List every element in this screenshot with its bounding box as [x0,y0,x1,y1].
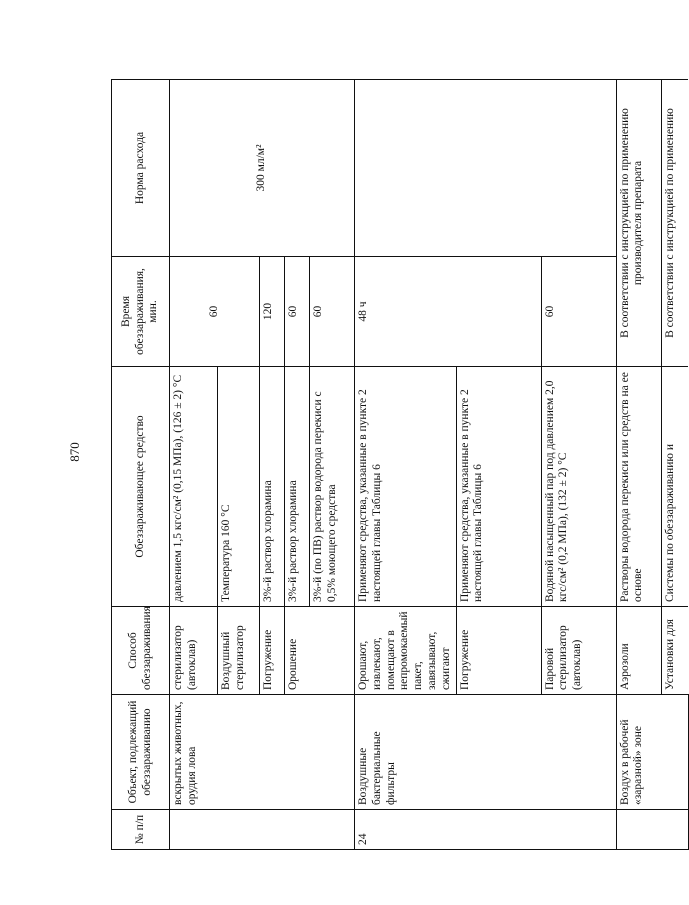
table-row [355,80,457,850]
table-row [170,80,218,850]
cell-agent: Системы по обеззараживанию и [661,367,688,607]
cell-method: Погружение [456,607,541,695]
cell-time: 60 [310,257,355,367]
cell-method: Паровой стерилизатор (автоклав) [541,607,616,695]
header-object: Объект, подлежащий обеззараживанию [112,695,170,810]
cell-agent: Растворы водорода перекиси или средств на ее основе [616,367,661,607]
cell-method: Установки для [661,607,688,695]
cell-num [616,810,688,850]
cell-time: 120 [260,257,285,367]
cell-agent: Применяют средства, указанные в пункте 2 настоящей главы Таблицы 6 [456,367,541,607]
cell-method: Орошение [285,607,355,695]
cell-time: 60 [285,257,310,367]
cell-norm [355,80,617,257]
cell-time: 60 [170,257,260,367]
cell-method: Аэрозоли [616,607,661,695]
cell-time-norm: В соответствии с инструкцией по применению [661,80,688,367]
cell-time: 48 ч [355,257,542,367]
cell-agent: Применяют средства, указанные в пункте 2 настоящей главы Таблицы 6 [355,367,457,607]
header-norm: Норма расхода [112,80,170,257]
cell-object: Воздух в рабочей «заразной» зоне [616,695,688,810]
cell-agent: давлением 1,5 кгс/см² (0,15 МПа), (126 ± 2) °С [170,367,218,607]
cell-num [170,810,355,850]
disinfection-table [111,79,689,850]
cell-norm: 300 мл/м² [170,80,355,257]
header-method: Способ обеззараживания [112,607,170,695]
cell-object: Воздушные бактериальные фильтры [355,695,617,810]
cell-agent: 3%-й раствор хлорамина [260,367,285,607]
cell-method: стерилизатор (автоклав) [170,607,218,695]
cell-time-norm: В соответствии с инструкцией по применению производителя препарата [616,80,661,367]
rotated-table-container [111,80,676,850]
cell-agent: 3%-й (по ПВ) раствор водорода перекиси с 0,5% моющего средства [310,367,355,607]
header-agent: Обеззараживающее средство [112,367,170,607]
cell-object: вскрытых животных, орудия лова [170,695,355,810]
cell-agent: Температура 160 °С [218,367,260,607]
cell-num: 24 [355,810,617,850]
header-time: Время обеззараживания, мин. [112,257,170,367]
header-num: № п/п [112,810,170,850]
cell-method: Погружение [260,607,285,695]
cell-method: Орошают, извлекают, помещают в непромокаемый пакет, завязывают, сжигают [355,607,457,695]
header-row [112,80,170,850]
cell-agent: Водяной насыщенный пар под давлением 2,0 кгс/см² (0,2 МПа), (132 ± 2) °С [541,367,616,607]
cell-method: Воздушный стерилизатор [218,607,260,695]
cell-time: 60 [541,257,616,367]
table-row [616,80,661,850]
cell-agent: 3%-й раствор хлорамина [285,367,310,607]
page-number: 870 [67,442,82,462]
